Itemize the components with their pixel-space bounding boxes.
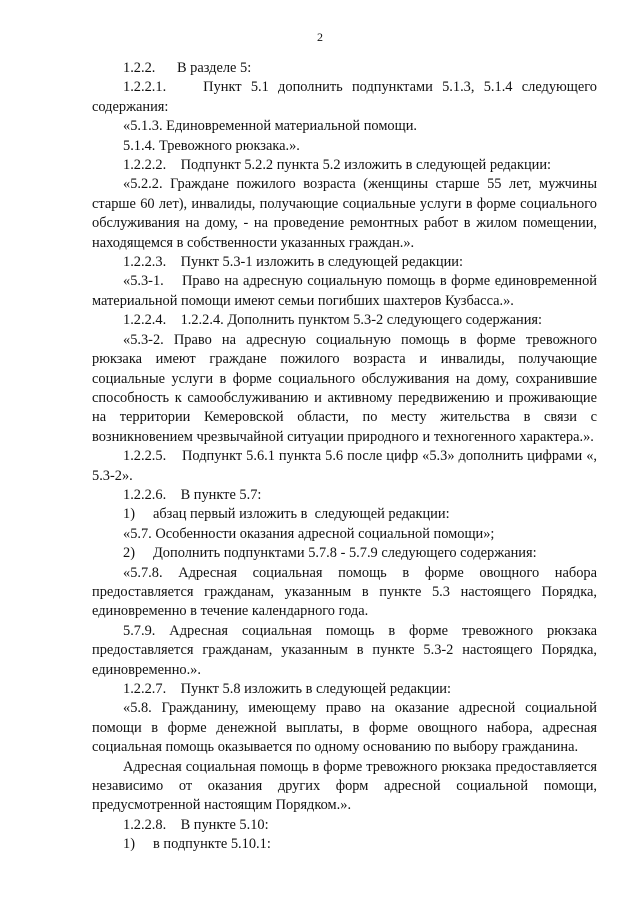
paragraph: «5.3-2. Право на адресную социальную помощь в форме тревожного рюкзака имеют граждане пожилого возраста и инвалиды, получающие социальные услуги в форме социального обслуживания на дому, сохранившие способность к самообслуживанию и активному передвижению и проживающие на территории Кемеровской области, по месту жительства в связи с возникновением чрезвычайной ситуации природного и техногенного характера.».: [92, 331, 597, 445]
paragraph: «5.1.3. Единовременной материальной помощи.: [123, 118, 418, 135]
paragraph: 1.2.2.1. Пункт 5.1 дополнить подпунктами 5.1.3, 5.1.4 следующего содержания:: [92, 79, 597, 115]
paragraph: «5.3-1. Право на адресную социальную помощь в форме единовременной материальной помощи имеют семьи погибших шахтеров Кузбасса.».: [92, 273, 597, 309]
paragraph: 1.2.2.6. В пункте 5.7:: [123, 486, 262, 503]
paragraph: 1.2.2.2. Подпункт 5.2.2 пункта 5.2 изложить в следующей редакции:: [123, 157, 552, 174]
paragraph: 1) абзац первый изложить в следующей редакции:: [123, 506, 450, 523]
document-body: [92, 59, 597, 855]
paragraph: «5.7. Особенности оказания адресной социальной помощи»;: [123, 525, 495, 542]
paragraph: 1.2.2.3. Пункт 5.3-1 изложить в следующей редакции:: [123, 254, 463, 271]
paragraph: 1.2.2.8. В пункте 5.10:: [123, 816, 269, 833]
paragraph: 1.2.2.4. 1.2.2.4. Дополнить пунктом 5.3-2 следующего содержания:: [123, 312, 543, 329]
paragraph: 1.2.2.7. Пункт 5.8 изложить в следующей редакции:: [123, 681, 452, 697]
paragraph: 2) Дополнить подпунктами 5.7.8 - 5.7.9 следующего содержания:: [123, 545, 537, 562]
paragraph: «5.8. Гражданину, имеющему право на оказание адресной социальной помощи в форме денежной выплаты, в форме овощного набора, адресная социальная помощь оказывается по одному основанию по выбору гражданина.: [92, 700, 597, 756]
paragraph: Адресная социальная помощь в форме тревожного рюкзака предоставляется независимо от оказания других форм адресной социальной помощи, предусмотренной настоящим Порядком.».: [92, 758, 597, 814]
paragraph: «5.7.8. Адресная социальная помощь в форме овощного набора предоставляется гражданам, указанным в пункте 5.3 настоящего Порядка, единовременно в течение календарного года.: [92, 564, 597, 620]
paragraph: «5.2.2. Граждане пожилого возраста (женщины старше 55 лет, мужчины старше 60 лет), инвалиды, получающие социальные услуги в форме социального обслуживания на дому, - на проведение ремонтных работ в жилом помещении, находящемся в собственности указанных граждан.».: [92, 176, 597, 251]
paragraph: 5.7.9. Адресная социальная помощь в форме тревожного рюкзака предоставляется гражданам, указанным в пункте 5.3-2 настоящего Порядка, единовременно.».: [92, 622, 597, 678]
paragraph: 1) в подпункте 5.10.1:: [123, 836, 271, 853]
paragraph: 1.2.2.5. Подпункт 5.6.1 пункта 5.6 после цифр «5.3» дополнить цифрами «, 5.3-2».: [92, 448, 597, 484]
paragraph: 1.2.2. В разделе 5:: [123, 60, 252, 76]
paragraph: 5.1.4. Тревожного рюкзака.».: [123, 137, 300, 154]
page-number: 2: [317, 30, 323, 44]
